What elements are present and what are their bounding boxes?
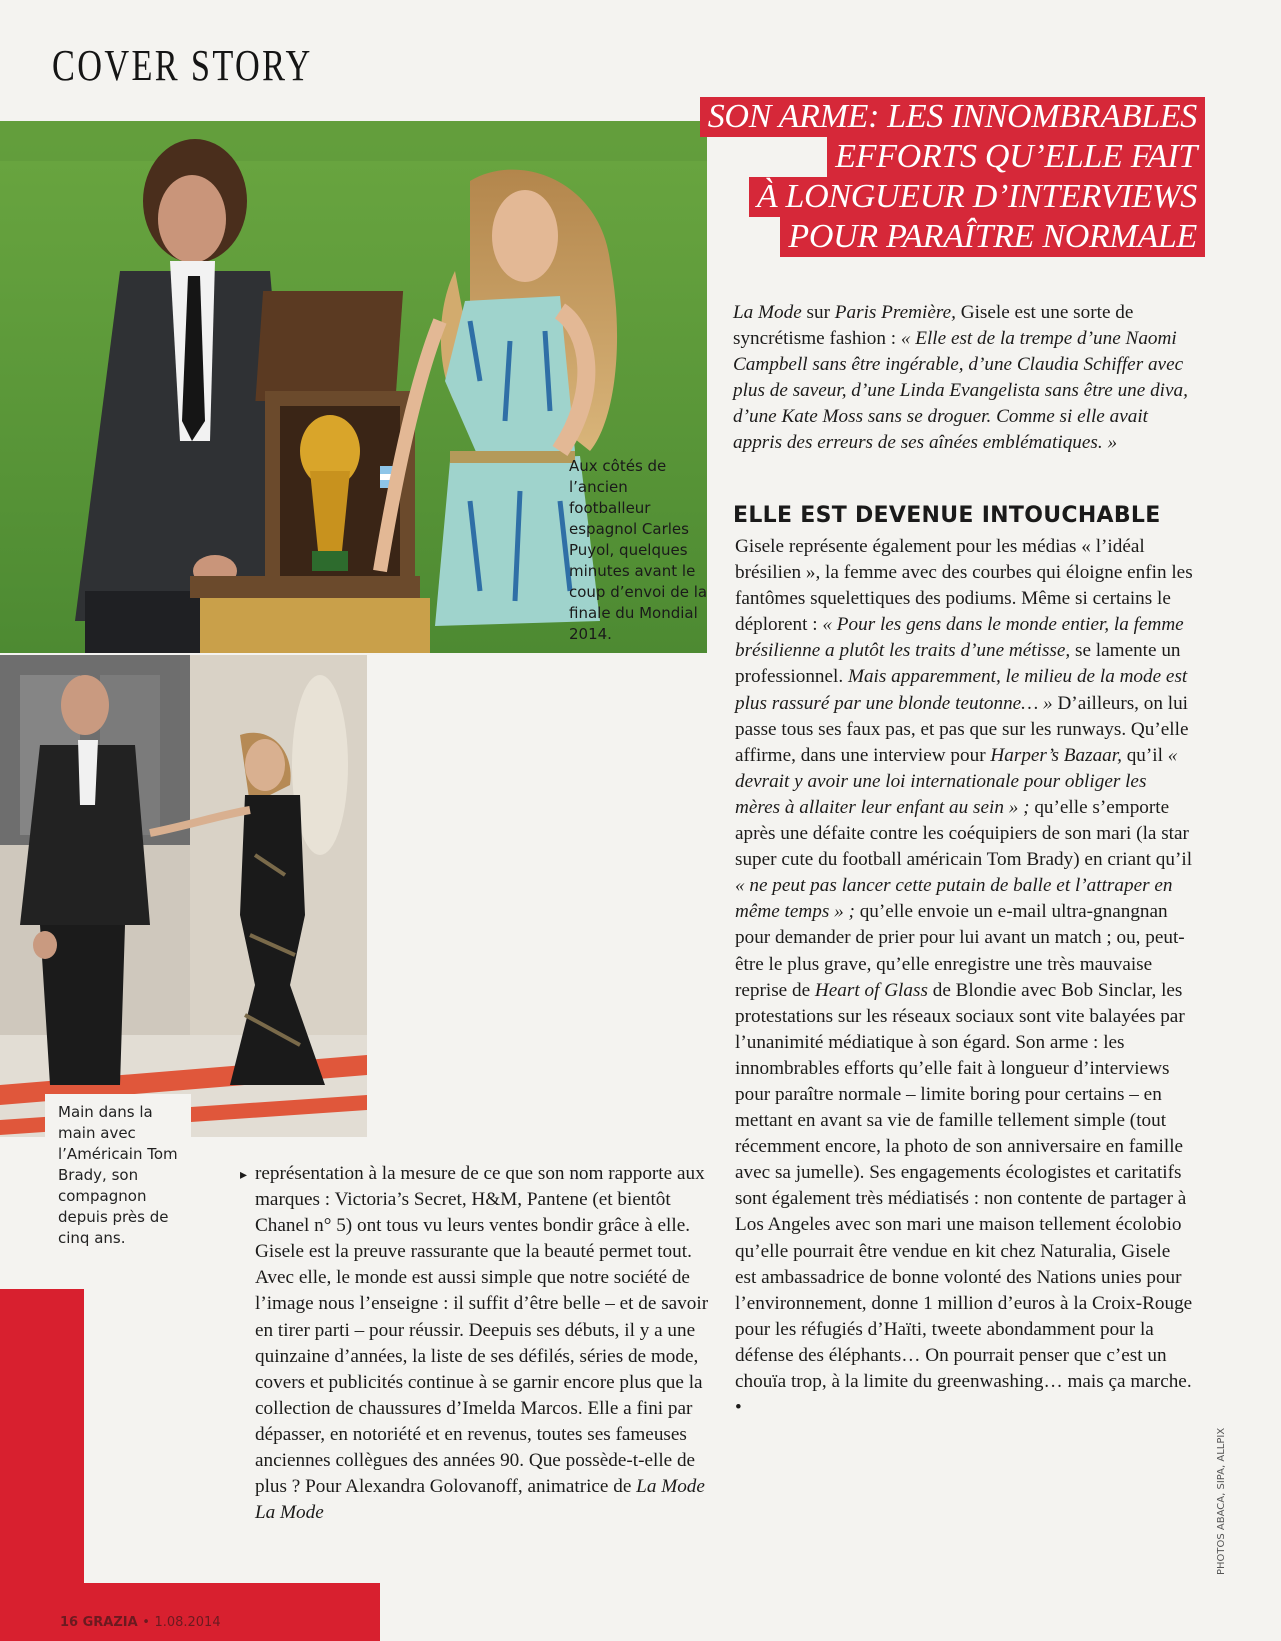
page-number: 16 <box>60 1615 79 1630</box>
paragraph <box>733 300 1193 457</box>
text-run: qu’elle s’emporte après une défaite contre les coéquipiers de son mari (la star super cute du football américain Tom Brady) en criant qu’il <box>735 796 1193 871</box>
text-run-italic: La Mode La Mode <box>255 1476 705 1524</box>
text-run-italic: « Elle est de la trempe d’une Naomi Campbell sans être ingérable, d’une Claudia Schiffer avec plus de saveur, d’une Linda Evangelista sans être une diva, d’une Kate Moss sans se droguer. Comme si elle avait appris des erreurs de ses aînées emblématiques. » <box>733 328 1188 454</box>
photo-caption-top: Aux côtés de l’ancien footballeur espagnol Carles Puyol, quelques minutes avant le coup d’envoi de la finale du Mondial 2014. <box>569 457 708 643</box>
text-run: de Blondie avec Bob Sinclar, les protestations sur les réseaux sociaux sont vite balayées par l’unanimité médiatique à son égard. Son arme : les innombrables efforts qu’elle fait à longueur d’interviews pour paraître normale – limite boring pour certains – en mettant en avant sa vie de famille tellement simple (tout récemment encore, la photo de son anniversaire en famille avec sa jumelle). Ses engagements écologistes et caritatifs sont également très médiatisés : non contente de partager à Los Angeles avec son mari une maison tellement écolobio qu’elle pourrait être vendue en kit chez Naturalia, Gisele est ambassadrice de bonne volonté des Nations unies pour l’environnement, donne 1 million d’euros à la Croix-Rouge pour les réfugiés d’Haïti, tweete abondamment pour la défense des éléphants… On pourrait penser que c’est un chouïa trop, à la limite du greenwashing… mais ça marche. • <box>735 979 1193 1419</box>
decorative-red-footer-band <box>0 1583 380 1641</box>
text-run: représentation à la mesure de ce que son nom rapporte aux marques : Victoria’s Secret, H&M, Pantene (et bientôt Chanel n° 5) ont tous vu leurs ventes bondir grâce à elle. Gisele est la preuve rassurante que la beauté permet tout. Avec elle, le monde est aussi simple que notre société de l’image nous l’enseigne : il suffit d’être belle – et de savoir en tirer parti – pour réussir. Deepuis ses débuts, il y a une quinzaine d’années, la liste de ses défilés, séries de mode, covers et publicités continue à se garnir encore plus que la collection de chaussures d’Imelda Marcos. Elle a fini par dépasser, en notoriété et en revenus, toutes ses fameuses anciennes collègues des années 90. Que possède-t-elle de plus ? Pour Alexandra Golovanoff, animatrice de <box>255 1163 709 1498</box>
pull-quote-row <box>660 137 1205 177</box>
folio-separator: • <box>142 1615 150 1630</box>
article-column-left <box>255 1161 715 1526</box>
pull-quote-row <box>660 97 1205 137</box>
pull-quote-line: SON ARME: LES INNOMBRABLES <box>700 97 1205 137</box>
photo-brady-couple <box>0 655 367 1137</box>
pull-quote-line: POUR PARAÎTRE NORMALE <box>780 217 1205 257</box>
text-run: Gisele est une sorte de syncrétisme fashion : <box>733 302 1134 350</box>
text-run: D’ailleurs, on lui passe tous ses faux pas, et pas que sur les runways. Qu’elle affirme, dans une interview pour <box>735 692 1189 766</box>
paragraph <box>735 534 1195 1421</box>
text-run-italic: Harper’s Bazaar, <box>990 744 1122 766</box>
article-column-right-intro <box>733 300 1193 457</box>
text-run-italic: « devrait y avoir une loi internationale pour obliger les mères à allaiter leur enfant au sein » ; <box>735 744 1178 818</box>
section-label: COVER STORY <box>52 41 313 90</box>
text-run: qu’il <box>1121 744 1168 766</box>
text-run-italic: « Pour les gens dans le monde entier, la femme brésilienne a plutôt les traits d’une métisse, <box>735 614 1184 662</box>
text-run-italic: Mais apparemment, le milieu de la mode est plus rassuré par une blonde teutonne… » <box>735 666 1188 714</box>
text-run-italic: Paris Première, <box>834 302 956 323</box>
text-run-italic: Heart of Glass <box>814 979 928 1001</box>
photo-credit: PHOTOS ABACA, SIPA, ALLPIX <box>1216 1427 1227 1575</box>
text-run: se lamente un professionnel. <box>735 640 1181 688</box>
continuation-arrow-icon: ▸ <box>240 1167 248 1183</box>
pull-quote-row <box>660 177 1205 217</box>
paragraph <box>255 1161 715 1526</box>
text-run: sur <box>801 302 835 323</box>
page-folio <box>60 1615 221 1630</box>
pull-quote-row <box>660 217 1205 257</box>
article-column-right-main <box>735 534 1195 1421</box>
text-run: Gisele représente également pour les médias « l’idéal brésilien », la femme avec des courbes qui éloigne enfin les fantômes squelettiques des podiums. Même si certains le déplorent : <box>735 536 1193 636</box>
magazine-name: GRAZIA <box>82 1615 138 1630</box>
pull-quote-line: EFFORTS QU’ELLE FAIT <box>827 137 1205 177</box>
pull-quote <box>660 97 1205 257</box>
photo-caption-bottom: Main dans la main avec l’Américain Tom Brady, son compagnon depuis près de cinq ans. <box>58 1103 178 1247</box>
issue-date: 1.08.2014 <box>154 1615 221 1630</box>
pull-quote-line: À LONGUEUR D’INTERVIEWS <box>749 177 1205 217</box>
text-run: qu’elle envoie un e-mail ultra-gnangnan pour demander de prier pour lui avant un match ; ou, peut-être le plus grave, qu’elle enregistre une très mauvaise reprise de <box>735 901 1185 1001</box>
article-subhead: ELLE EST DEVENUE INTOUCHABLE <box>733 503 1161 528</box>
text-run-italic: « ne peut pas lancer cette putain de balle et l’attraper en même temps » ; <box>735 875 1173 923</box>
text-run-italic: La Mode <box>733 302 802 323</box>
